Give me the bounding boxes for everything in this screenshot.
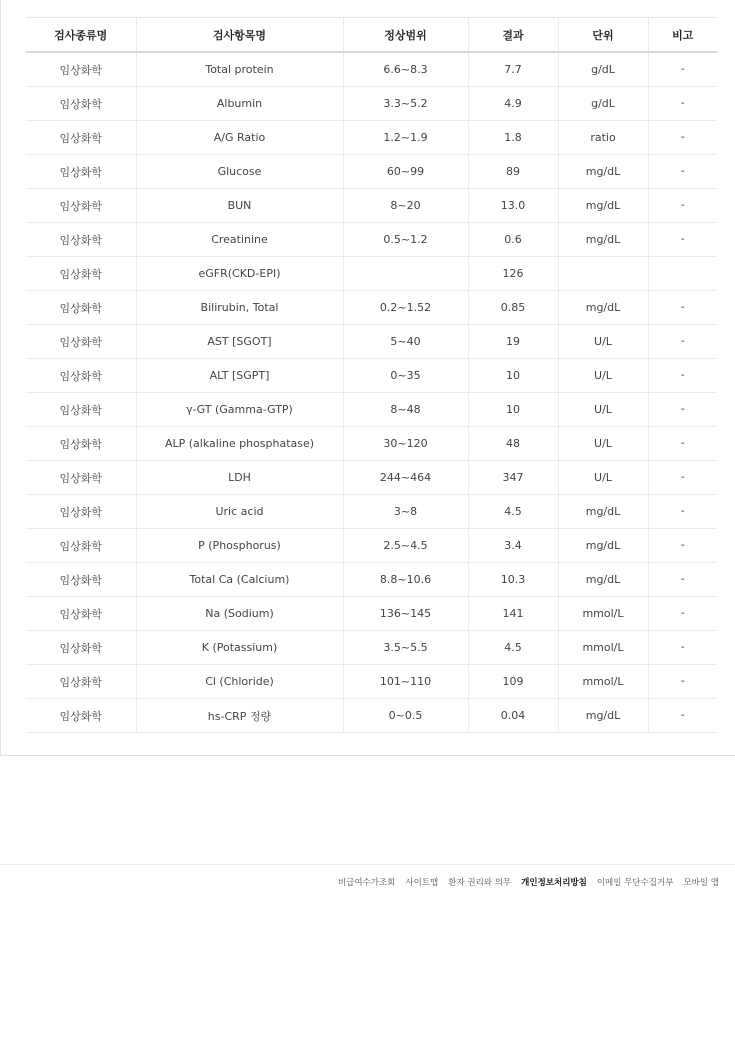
cell-test-category: 임상화학 (26, 257, 136, 291)
cell-normal-range: 0.5~1.2 (343, 223, 468, 257)
table-row (26, 52, 717, 87)
cell-test-category: 임상화학 (26, 631, 136, 665)
table-body (26, 52, 717, 733)
cell-normal-range: 30~120 (343, 427, 468, 461)
cell-test-category: 임상화학 (26, 563, 136, 597)
table-row (26, 665, 717, 699)
cell-unit: U/L (558, 393, 648, 427)
cell-test-category: 임상화학 (26, 699, 136, 733)
cell-test-category: 임상화학 (26, 529, 136, 563)
footer-links (338, 876, 719, 888)
cell-test-category: 임상화학 (26, 427, 136, 461)
cell-unit: mg/dL (558, 155, 648, 189)
cell-normal-range: 101~110 (343, 665, 468, 699)
cell-normal-range: 8.8~10.6 (343, 563, 468, 597)
cell-result: 0.04 (468, 699, 558, 733)
cell-normal-range: 8~48 (343, 393, 468, 427)
cell-test-category: 임상화학 (26, 189, 136, 223)
table-row (26, 563, 717, 597)
cell-test-item: ALT [SGPT] (136, 359, 343, 393)
cell-normal-range: 5~40 (343, 325, 468, 359)
footer-link-non-covered-fees[interactable]: 비급여수가조회 (337, 878, 396, 888)
cell-test-item: K (Potassium) (136, 631, 343, 665)
cell-normal-range: 0.2~1.52 (343, 291, 468, 325)
cell-note: - (648, 495, 717, 529)
table-row (26, 529, 717, 563)
cell-test-item: Total protein (136, 52, 343, 87)
footer-link-sitemap[interactable]: 사이트맵 (405, 878, 439, 888)
table-row (26, 325, 717, 359)
cell-result: 1.8 (468, 121, 558, 155)
cell-test-item: A/G Ratio (136, 121, 343, 155)
cell-normal-range: 3~8 (343, 495, 468, 529)
cell-unit: mmol/L (558, 665, 648, 699)
cell-normal-range: 6.6~8.3 (343, 52, 468, 87)
cell-note: - (648, 699, 717, 733)
cell-note: - (648, 359, 717, 393)
cell-test-item: Total Ca (Calcium) (136, 563, 343, 597)
cell-result: 4.9 (468, 87, 558, 121)
table-row (26, 427, 717, 461)
cell-note: - (648, 563, 717, 597)
footer-link-privacy-policy[interactable]: 개인정보처리방침 (521, 878, 587, 888)
cell-test-item: eGFR(CKD-EPI) (136, 257, 343, 291)
cell-normal-range: 1.2~1.9 (343, 121, 468, 155)
cell-result: 89 (468, 155, 558, 189)
table-row (26, 393, 717, 427)
cell-unit: mmol/L (558, 597, 648, 631)
cell-test-category: 임상화학 (26, 223, 136, 257)
cell-note: - (648, 427, 717, 461)
cell-normal-range: 136~145 (343, 597, 468, 631)
cell-test-item: Albumin (136, 87, 343, 121)
cell-unit: mg/dL (558, 529, 648, 563)
cell-normal-range: 8~20 (343, 189, 468, 223)
header-result: 결과 (468, 18, 558, 53)
cell-normal-range: 3.3~5.2 (343, 87, 468, 121)
header-normal-range: 정상범위 (343, 18, 468, 53)
cell-test-item: AST [SGOT] (136, 325, 343, 359)
cell-unit: mg/dL (558, 291, 648, 325)
cell-test-category: 임상화학 (26, 495, 136, 529)
cell-normal-range: 0~0.5 (343, 699, 468, 733)
cell-unit: ratio (558, 121, 648, 155)
cell-result: 10.3 (468, 563, 558, 597)
table-row (26, 461, 717, 495)
cell-note: - (648, 665, 717, 699)
cell-note: - (648, 52, 717, 87)
cell-result: 10 (468, 393, 558, 427)
cell-test-item: Glucose (136, 155, 343, 189)
table-row (26, 189, 717, 223)
cell-normal-range: 2.5~4.5 (343, 529, 468, 563)
cell-normal-range (343, 257, 468, 291)
cell-unit: mg/dL (558, 223, 648, 257)
cell-test-item: BUN (136, 189, 343, 223)
cell-note: - (648, 325, 717, 359)
cell-unit: U/L (558, 325, 648, 359)
table-row (26, 121, 717, 155)
cell-result: 48 (468, 427, 558, 461)
cell-result: 3.4 (468, 529, 558, 563)
cell-note: - (648, 461, 717, 495)
cell-test-category: 임상화학 (26, 325, 136, 359)
cell-test-item: γ-GT (Gamma-GTP) (136, 393, 343, 427)
cell-result: 7.7 (468, 52, 558, 87)
header-test-item: 검사항목명 (136, 18, 343, 53)
table-row (26, 87, 717, 121)
cell-test-item: ALP (alkaline phosphatase) (136, 427, 343, 461)
cell-test-category: 임상화학 (26, 121, 136, 155)
cell-test-item: Na (Sodium) (136, 597, 343, 631)
cell-test-category: 임상화학 (26, 461, 136, 495)
cell-unit: mg/dL (558, 563, 648, 597)
cell-result: 109 (468, 665, 558, 699)
cell-test-category: 임상화학 (26, 291, 136, 325)
cell-test-item: Bilirubin, Total (136, 291, 343, 325)
cell-normal-range: 60~99 (343, 155, 468, 189)
header-test-category: 검사종류명 (26, 18, 136, 53)
cell-result: 0.6 (468, 223, 558, 257)
cell-unit: mg/dL (558, 699, 648, 733)
cell-test-item: LDH (136, 461, 343, 495)
cell-result: 141 (468, 597, 558, 631)
cell-normal-range: 3.5~5.5 (343, 631, 468, 665)
cell-unit: mg/dL (558, 189, 648, 223)
cell-note: - (648, 291, 717, 325)
table-row (26, 495, 717, 529)
table-row (26, 597, 717, 631)
cell-normal-range: 244~464 (343, 461, 468, 495)
cell-test-category: 임상화학 (26, 665, 136, 699)
cell-unit: g/dL (558, 87, 648, 121)
lab-results-table (26, 17, 717, 733)
cell-test-item: hs-CRP 정량 (136, 699, 343, 733)
cell-result: 347 (468, 461, 558, 495)
cell-unit: U/L (558, 427, 648, 461)
cell-note: - (648, 155, 717, 189)
cell-note: - (648, 631, 717, 665)
cell-note: - (648, 529, 717, 563)
cell-note: - (648, 121, 717, 155)
cell-unit: U/L (558, 359, 648, 393)
cell-unit: mmol/L (558, 631, 648, 665)
cell-note: - (648, 189, 717, 223)
cell-unit: g/dL (558, 52, 648, 87)
header-unit: 단위 (558, 18, 648, 53)
cell-test-item: Uric acid (136, 495, 343, 529)
cell-result: 4.5 (468, 495, 558, 529)
cell-test-item: Creatinine (136, 223, 343, 257)
cell-unit (558, 257, 648, 291)
cell-test-category: 임상화학 (26, 52, 136, 87)
cell-result: 0.85 (468, 291, 558, 325)
table-row (26, 359, 717, 393)
table-row (26, 155, 717, 189)
cell-normal-range: 0~35 (343, 359, 468, 393)
footer-link-mobile-app[interactable]: 모바일 앱 (683, 878, 719, 888)
cell-result: 13.0 (468, 189, 558, 223)
table-row (26, 291, 717, 325)
cell-result: 4.5 (468, 631, 558, 665)
header-note: 비고 (648, 18, 717, 53)
cell-note: - (648, 393, 717, 427)
cell-test-category: 임상화학 (26, 155, 136, 189)
cell-test-item: P (Phosphorus) (136, 529, 343, 563)
table-header-row (26, 18, 717, 53)
cell-result: 126 (468, 257, 558, 291)
cell-test-category: 임상화학 (26, 597, 136, 631)
footer-link-patient-rights[interactable]: 환자 권리와 의무 (448, 878, 512, 888)
table-row (26, 631, 717, 665)
cell-note: - (648, 87, 717, 121)
cell-test-item: Cl (Chloride) (136, 665, 343, 699)
cell-unit: mg/dL (558, 495, 648, 529)
cell-test-category: 임상화학 (26, 393, 136, 427)
cell-test-category: 임상화학 (26, 359, 136, 393)
cell-note (648, 257, 717, 291)
cell-unit: U/L (558, 461, 648, 495)
cell-test-category: 임상화학 (26, 87, 136, 121)
table-row (26, 257, 717, 291)
cell-result: 19 (468, 325, 558, 359)
footer-divider (0, 864, 735, 865)
footer-link-email-refusal[interactable]: 이메일 무단수집거부 (596, 878, 674, 888)
cell-result: 10 (468, 359, 558, 393)
table-row (26, 223, 717, 257)
table-row (26, 699, 717, 733)
cell-note: - (648, 223, 717, 257)
cell-note: - (648, 597, 717, 631)
